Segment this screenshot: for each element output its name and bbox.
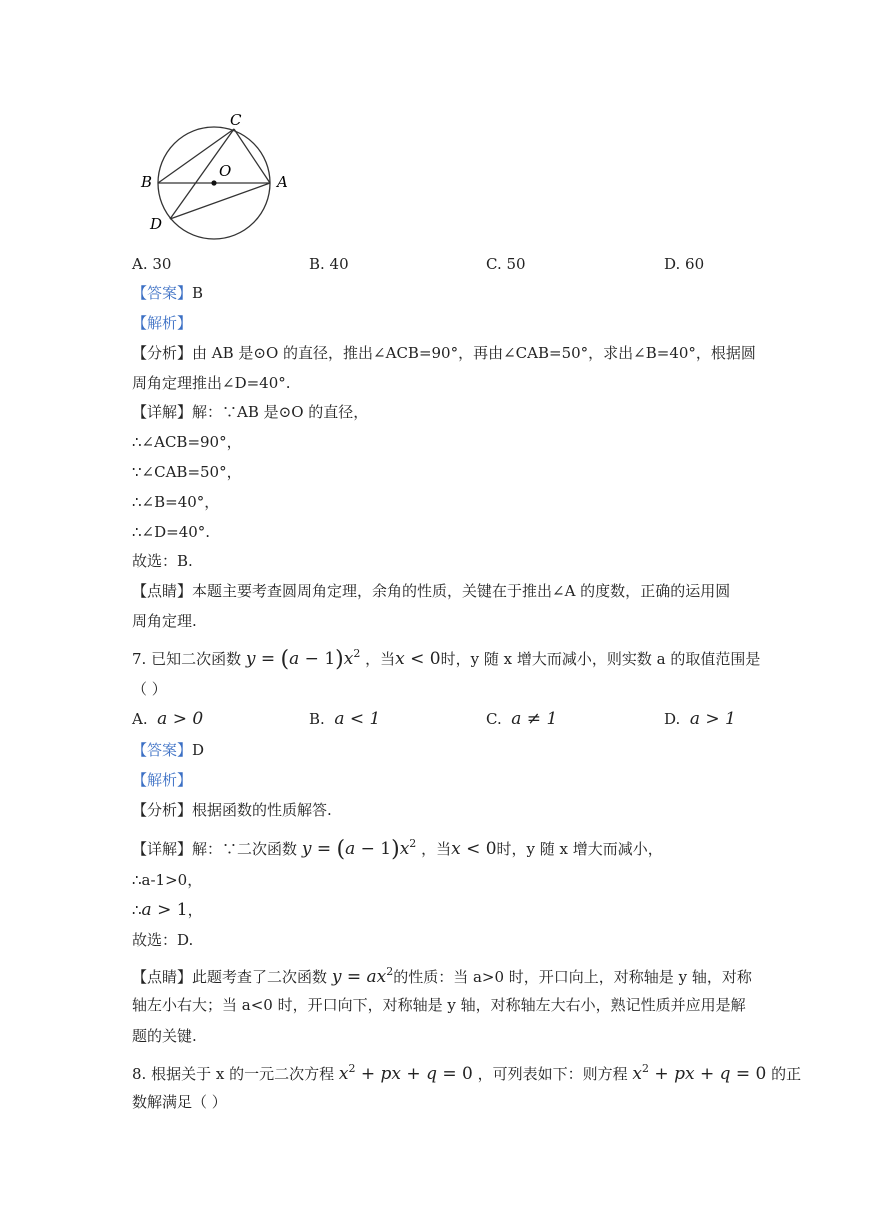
q7-option-c: C. a ≠ 1 bbox=[486, 709, 558, 729]
q7-option-b: B. a < 1 bbox=[309, 709, 381, 729]
q7-stem: 7. 已知二次函数 $y = (a - 1)x^2$ ，当x < 0时，y 随 x 增大而减小，则实数 a 的取值范围是 bbox=[132, 647, 761, 672]
xiangjie-tag: 【详解】 bbox=[132, 403, 193, 421]
dianjing-tag: 【点睛】 bbox=[132, 582, 193, 600]
label-d: D bbox=[150, 215, 163, 233]
q6-option-b: B. 40 bbox=[309, 255, 349, 273]
q7-dianjing-formula: $y = ax^2$ bbox=[331, 965, 394, 987]
segment-ca bbox=[234, 129, 270, 183]
q6-fenxi-line1: 【分析】由 AB 是⊙O 的直径，推出∠ACB=90°，再由∠CAB=50°，求出∠B=40°，根据圆 bbox=[132, 344, 756, 362]
q6-step-2: ∵∠CAB=50°， bbox=[132, 463, 242, 481]
label-b: B bbox=[141, 173, 153, 191]
label-a: A bbox=[277, 173, 288, 191]
q6-dianjing-line1: 【点睛】本题主要考查圆周角定理，余角的性质，关键在于推出∠A 的度数，正确的运用圆 bbox=[132, 582, 731, 600]
q7-xiangjie: 【详解】解：∵二次函数 $y = (a - 1)x^2$ ，当x < 0时，y 随 x 增大而减小， bbox=[132, 837, 663, 862]
q7-choose: 故选：D. bbox=[132, 931, 194, 949]
answer-tag: 【答案】 bbox=[132, 284, 193, 302]
q6-step-1: ∴∠ACB=90°， bbox=[132, 433, 242, 451]
q6-xiangjie-line1: 【详解】解：∵AB 是⊙O 的直径， bbox=[132, 403, 369, 421]
q6-option-d: D. 60 bbox=[664, 255, 705, 273]
answer-value: B bbox=[192, 284, 204, 302]
q7-answer: 【答案】D bbox=[132, 741, 205, 759]
q7-step-2: ∴a > 1， bbox=[132, 900, 203, 920]
geometry-figure bbox=[132, 108, 302, 243]
q7-fenxi: 【分析】根据函数的性质解答. bbox=[132, 801, 332, 819]
q7-function-formula: $y = (a - 1)x^2$ bbox=[245, 647, 361, 672]
q7-dianjing-line2: 轴左小右大；当 a<0 时，开口向下，对称轴是 y 轴，对称轴左大右小，熟记性质并应用是解 bbox=[132, 996, 746, 1014]
center-point bbox=[211, 180, 216, 185]
q8-equation: $x^2$ + px + q = 0 bbox=[338, 1062, 473, 1084]
label-c: C bbox=[230, 111, 242, 129]
q6-option-a: A. 30 bbox=[132, 255, 172, 273]
q8-stem: 8. 根据关于 x 的一元二次方程 $x^2$ + px + q = 0 ，可列表如下：则方程 $x^2$ + px + q = 0 的正 bbox=[132, 1062, 802, 1084]
q7-analysis-tag: 【解析】 bbox=[132, 771, 193, 789]
q7-dianjing-line1: 【点睛】此题考查了二次函数 $y = ax^2$的性质：当 a>0 时，开口向上，对称轴是 y 轴，对称 bbox=[132, 965, 752, 987]
q7-step-1: ∴a-1>0， bbox=[132, 871, 203, 889]
q7-condition: x < 0 bbox=[395, 649, 441, 669]
q7-option-d: D. a > 1 bbox=[664, 709, 736, 729]
fenxi-tag: 【分析】 bbox=[132, 344, 193, 362]
q8-stem-line2: 数解满足（ ） bbox=[132, 1093, 227, 1111]
q6-step-3: ∴∠B=40°， bbox=[132, 493, 220, 511]
q7-stem-line2: （ ） bbox=[132, 680, 167, 698]
q7-dianjing-line3: 题的关键. bbox=[132, 1027, 197, 1045]
label-o: O bbox=[219, 162, 232, 180]
segment-da bbox=[170, 183, 270, 219]
q6-choose: 故选：B. bbox=[132, 552, 193, 570]
q6-dianjing-line2: 周角定理. bbox=[132, 612, 197, 630]
q6-option-c: C. 50 bbox=[486, 255, 526, 273]
q6-answer bbox=[132, 283, 203, 303]
q7-xiangjie-formula: $y = (a - 1)x^2$ bbox=[301, 837, 417, 862]
q7-option-a: A. a > 0 bbox=[132, 709, 204, 729]
q6-fenxi-line2: 周角定理推出∠D=40°. bbox=[132, 374, 291, 392]
q8-equation-2: $x^2$ + px + q = 0 bbox=[632, 1062, 767, 1084]
q6-analysis-tag: 【解析】 bbox=[132, 314, 193, 332]
q6-step-4: ∴∠D=40°. bbox=[132, 523, 211, 541]
